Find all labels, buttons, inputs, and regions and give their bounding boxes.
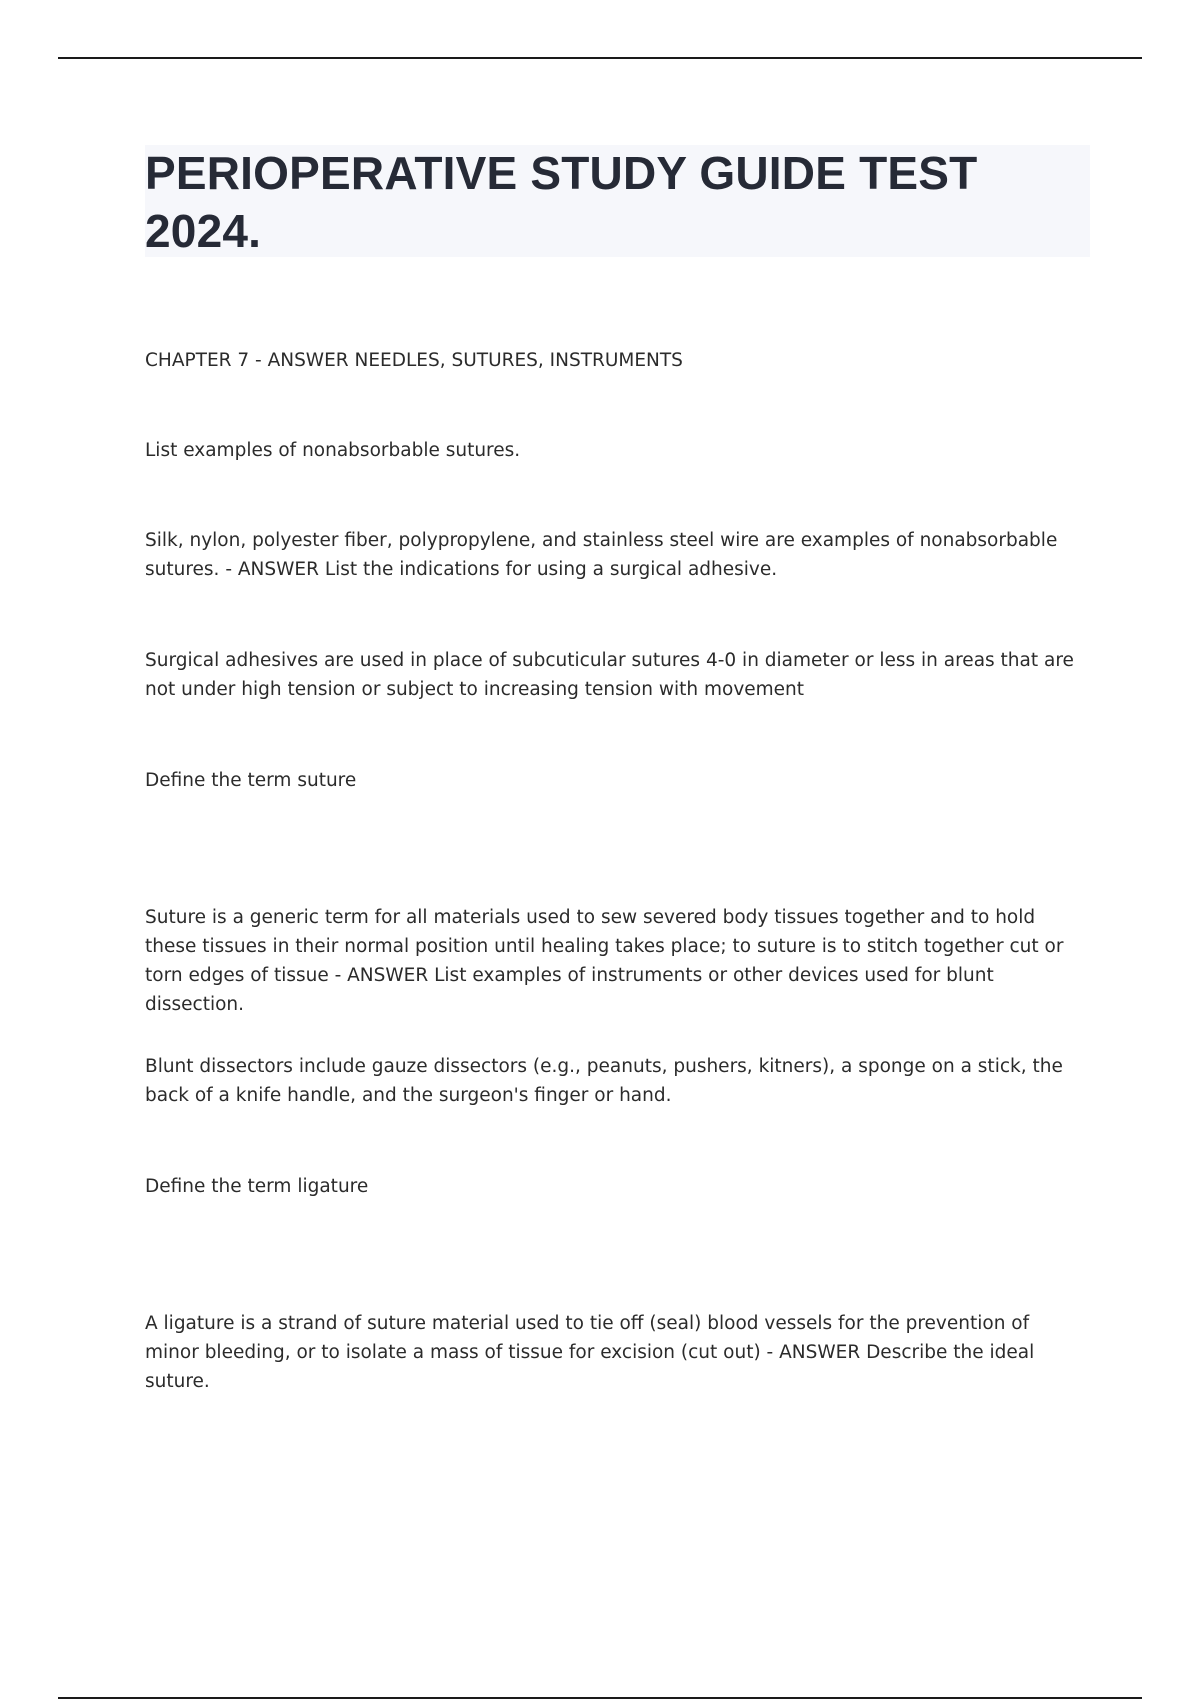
bottom-divider xyxy=(58,1697,1142,1699)
top-divider xyxy=(58,57,1142,59)
answer-surgical-adhesive: Surgical adhesives are used in place of subcuticular sutures 4-0 in diameter or less in areas that are not under high tension or subject to increasing tension with movement xyxy=(145,650,1074,700)
answer-define-suture: Suture is a generic term for all materials used to sew severed body tissues together and to hold these tissues in their normal position until healing takes place; to suture is to stitch together cut or torn edges of tissue - ANSWER List examples of instruments or other devices used for blunt dissection. xyxy=(145,907,1064,1015)
question-define-ligature: Define the term ligature xyxy=(145,1176,369,1197)
chapter-heading: CHAPTER 7 - ANSWER NEEDLES, SUTURES, INSTRUMENTS xyxy=(145,350,683,371)
question-define-suture: Define the term suture xyxy=(145,770,357,791)
answer-blunt-dissectors: Blunt dissectors include gauze dissectors (e.g., peanuts, pushers, kitners), a sponge on a stick, the back of a knife handle, and the surgeon's finger or hand. xyxy=(145,1056,1063,1106)
answer-nonabsorbable-sutures: Silk, nylon, polyester fiber, polypropylene, and stainless steel wire are examples of nonabsorbable sutures. - ANSWER List the indications for using a surgical adhesive. xyxy=(145,530,1058,580)
question-nonabsorbable-sutures: List examples of nonabsorbable sutures. xyxy=(145,440,521,461)
page-title: PERIOPERATIVE STUDY GUIDE TEST 2024. xyxy=(145,147,978,257)
answer-define-ligature: A ligature is a strand of suture material used to tie off (seal) blood vessels for the prevention of minor bleeding, or to isolate a mass of tissue for excision (cut out) - ANSWER Describe the ideal suture. xyxy=(145,1313,1035,1392)
